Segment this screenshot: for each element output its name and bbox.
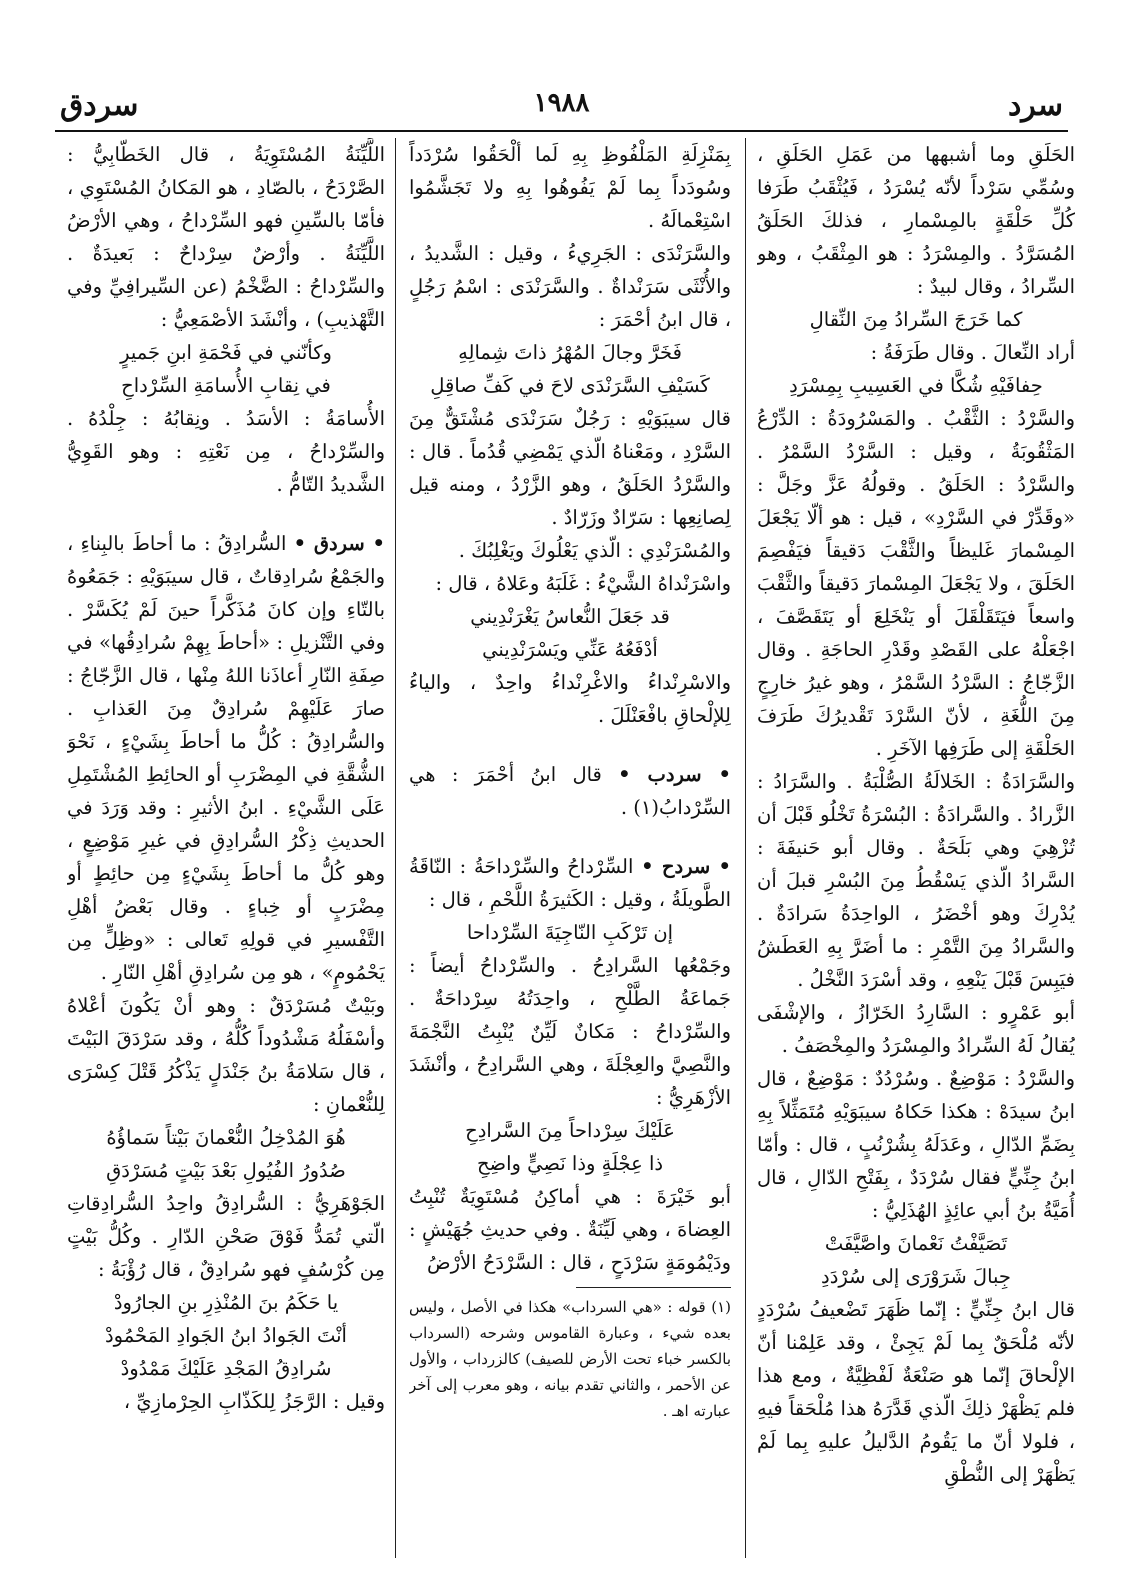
text: صُدُورُ الفُيُولِ بَعْدَ بَيْتٍ مُسَرْدَقِ [106,1159,346,1182]
verse-line [757,369,1075,402]
page-header [60,88,1063,128]
text: أبو عَمْرٍو : السَّارِدُ الخَرّازُ ، والإشْفَى يُقالُ لَهُ السِّرادُ والمِسْرَدُ والمِخْصَفُ . [757,1001,1075,1057]
text: هُوَ المُدْخِلُ النُّعْمانَ بَيْتاً سَماؤُهُ [106,1126,346,1149]
verse-line [67,1286,385,1319]
paragraph [757,1293,1075,1491]
verse-line [409,633,731,666]
text: تَصَيَّفْتُ نَعْمانَ واصَّيَّفَتْ [824,1232,1008,1255]
text: وجَمْعُها السَّرادِحُ . والسِّرْداحُ أيضاً : جَماعَةُ الطَّلْحِ ، واحِدَتُهُ سِرْداحَةٌ . والسِّرْداحُ : مَكانٌ لَيِّنٌ يُنْبِتُ النَّجْمَةَ والنَّصِيَّ والعِجْلَةَ ، وهي السَّرادِحُ ، وأنْشَدَ الأزْهَرِيُّ : [409,954,731,1109]
text: والسَّرْدُ : مَوْضِعٌ . وسُرْدُدٌ : مَوْضِعٌ ، قال ابنُ سيدَهْ : هكذا حَكاهُ سيبَوَيْهِ مُتَمَثِّلاً بِهِ بِضَمِّ الدّالِ ، وعَدَلَهُ بِشُرْنُبٍ ، قال : وأمّا ابنُ جِنِّيٍّ فقال سُرْدَدٌ ، بِفَتْحِ الدّالِ ، قال أُمَيَّةُ بنُ أبي عائِذٍ الهُذَلِيُّ : [757,1067,1075,1222]
paragraph [757,996,1075,1062]
verse-line [757,1260,1075,1293]
text: السُّرادِقُ : ما أحاطَ بالبِناءِ ، والجَمْعُ سُرادِقاتٌ ، قال سيبَوَيْهِ : جَمَعُوهُ بالتّاءِ وإن كانَ مُذَكَّراً حينَ لَمْ يُكَسَّرْ . وفي التَّنْزيلِ : «أحاطَ بِهِمْ سُرادِقُها» في صِفَةِ النّارِ أعاذَنا اللهُ مِنْها ، قال الزَّجّاجُ : صارَ عَلَيْهِمْ سُرادِقٌ مِنَ العَذابِ . والسُّرادِقُ : كُلُّ ما أحاطَ بِشَيْءٍ ، نَحْوَ الشُّقَّةِ في المِضْرَبِ أو الحائِطِ المُشْتَمِلِ عَلَى الشَّيْءِ . ابنُ الأثيرِ : وقد وَرَدَ في الحديثِ ذِكْرُ السُّرادِقِ في غيرِ مَوْضِعٍ ، وهو كُلُّ ما أحاطَ بِشَيْءٍ مِن حائِطٍ أو مِضْرَبٍ أو خِباءٍ . وقال بَعْضُ أهْلِ التَّفْسيرِ في قولِهِ تَعالى : «وظِلٍّ مِن يَحْمُومٍ» ، هو مِن سُرادِقِ أهْلِ النّارِ . [67,532,385,984]
text: أنْتَ الجَوادُ ابنُ الجَوادِ المَحْمُودْ [105,1324,347,1347]
header-rule [55,130,1068,132]
headword: • سردق • [293,532,385,555]
paragraph [757,1062,1075,1227]
column-divider-right [745,138,746,1558]
paragraph [67,1385,385,1418]
paragraph [757,765,1075,996]
text: يا حَكَمُ بنَ المُنْذِرِ بنِ الجارُودْ [113,1291,339,1314]
paragraph [67,1187,385,1286]
paragraph [757,336,1075,369]
text: جِبالَ شَرَوْرَى إلى سُرْدَدِ [821,1265,1011,1288]
text: وقيل : الرَّجَزُ لِلكَذّابِ الحِرْمازِيِّ ، [123,1390,385,1413]
text: في نِقابِ الأُسامَةِ السِّرْداحِ [121,374,331,397]
verse-line [409,336,731,369]
paragraph [409,1180,731,1279]
paragraph [409,567,731,600]
text: الحَلَقِ وما أشبهها من عَمَلِ الحَلَقِ ، وسُمِّي سَرْداً لأنّه يُسْرَدُ ، فَيُثْقَبُ طَرَفا كُلِّ حَلْقَةٍ بالمِسْمارِ ، فذلكَ الحَلَقُ المُسَرَّدُ . والمِسْرَدُ : هو المِثْقَبُ ، وهو السِّرادُ ، وقال لبيدٌ : [757,143,1075,298]
paragraph [67,402,385,501]
paragraph [409,534,731,567]
page-number: ١٩٨٨ [533,88,590,118]
text: فَخَرَّ وجالَ المُهْرُ ذاتَ شِمالِهِ [458,341,682,364]
text: أدْفَعُهُ عَنِّي ويَسْرَنْدِيني [482,638,658,661]
column-right [757,138,1075,1558]
headword: • سردب • [618,763,731,786]
entry-paragraph [67,527,385,989]
verse-line [409,1147,731,1180]
header-left-word: سردق [60,88,139,123]
entry-paragraph [409,758,731,824]
verse-line [67,1121,385,1154]
verse-line [409,369,731,402]
text: والسَّرَنْدَى : الجَرِيءُ ، وقيل : الشَّديدُ ، والأُنْثَى سَرَنْداةٌ . والسَّرَنْدَى : اسْمُ رَجُلٍ ، قال ابنُ أحْمَرَ : [409,242,731,331]
text: الجَوْهَرِيُّ : السُّرادِقُ واحِدُ السُّرادِقاتِ الّتي تُمَدُّ فَوْقَ صَحْنِ الدّارِ . وكُلُّ بَيْتٍ مِن كُرْسُفٍ فهو سُرادِقٌ ، قال رُؤْبَةُ : [67,1192,385,1281]
footnote: (١) قوله : «هي السرداب» هكذا في الأصل ، وليس بعده شيء ، وعبارة القاموس وشرحه (السرداب بالكسر خباء تحت الأرض للصيف) كالزرداب ، والأول عن الأحمر ، والثاني تقدم بيانه ، وهو معرب إلى آخر عبارته اهـ . [409,1298,731,1420]
text: كَسَيْفِ السَّرَنْدَى لاحَ في كَفِّ صاقِلِ [430,374,710,397]
header-right-word: سرد [1007,88,1063,123]
text: أراد النِّعالَ . وقال طَرَفَةُ : [870,341,1075,364]
column-middle [409,138,731,1558]
footnote-rule [576,1287,731,1288]
text: كما خَرَجَ السِّرادُ مِنَ النِّقالِ [809,308,1023,331]
paragraph [67,989,385,1121]
paragraph [409,237,731,336]
text: عَلَيْكَ سِرْداحاً مِنَ السَّرادِحِ [465,1119,675,1142]
paragraph [409,138,731,237]
text: قال ابنُ أحْمَرَ : هي السِّرْدابُ(١) . [409,763,731,819]
paragraph [409,949,731,1114]
paragraph [757,402,1075,765]
text: والسَّرَادَةُ : الخَلالَةُ الصُّلْبَةُ . والسَّرَادُ : الزَّرادُ . والسَّرادَةُ : البُسْرَةُ تَخْلُو قَبْلَ أن تُزْهِيَ وهي بَلَحَةٌ . وقال أبو حَنيفَةَ : السَّرادُ الّذي يَسْقُطُ مِنَ البُسْرِ قبلَ أن يُدْرِكَ وهو أخْضَرُ ، الواحِدَةُ سَرادَةٌ . والسَّرادُ مِنَ التَّمْرِ : ما أضَرَّ بِهِ العَطَشُ فيَبِسَ قَبْلَ يَنْعِهِ ، وقد أسْرَدَ النَّخْلُ . [757,770,1075,991]
verse-line [409,600,731,633]
text: اللَّيِّنَةُ المُسْتَوِيَةُ ، قال الخَطّابِيُّ : الصَّرْدَحُ ، بالصّادِ ، هو المَكانُ المُسْتَوِي ، فأمّا بالسِّينِ فهو السِّرْداحُ ، وهي الأرْضُ اللَّيِّنَةُ . وأرْضٌ سِرْداحٌ : بَعيدَةٌ . والسِّرْداحُ : الضَّخْمُ (عن السِّيرافِيِّ وفي التَّهْذيبِ) ، وأنْشَدَ الأصْمَعِيُّ : [67,143,385,331]
paragraph [757,138,1075,303]
text: واسْرَنْداهُ الشَّيْءُ : غَلَبَهُ وعَلاهُ ، قال : [435,572,731,595]
verse-line [67,336,385,369]
verse-line [67,1154,385,1187]
paragraph [67,138,385,336]
text: والسَّرْدُ : الثَّقْبُ . والمَسْرُودَةُ : الدِّرْعُ المَثْقُوبَةُ ، وقيل : السَّرْدُ السَّمْرُ . والسَّرْدُ : الحَلَقُ . وقولُهُ عَزَّ وجَلَّ : «وقَدِّرْ في السَّرْدِ» ، قيل : هو ألّا يَجْعَلَ المِسْمارَ غَليظاً والثَّقْبَ دَقيقاً فيَفْصِمَ الحَلَقَ ، ولا يَجْعَلَ المِسْمارَ دَقيقاً والثَّقْبَ واسعاً فيَتَقَلْقَلَ أو يَنْخَلِعَ أو يَتَقَصَّفَ ، اجْعَلْهُ على القَصْدِ وقَدْرِ الحاجَةِ . وقال الزَّجّاجُ : السَّرْدُ السَّمْرُ ، وهو غيرُ خارِجٍ مِنَ اللُّغَةِ ، لأنّ السَّرْدَ تَقْديرُكَ طَرَفَ الحَلْقَةِ إلى طَرَفِها الآخَرِ . [757,407,1075,760]
verse-line [757,303,1075,336]
verse-line [67,1352,385,1385]
text: بِمَنْزِلَةِ المَلْفُوظِ بِهِ لَما ألْحَقُوا سُرْدَداً وسُودَداً بِما لَمْ يَفُوهُوا بِهِ ولا تَجَشَّمُوا اسْتِعْمالَهُ . [409,143,731,232]
verse-line [757,1227,1075,1260]
column-divider-left [395,138,396,1558]
verse-line [409,916,731,949]
text: إن تَرْكَبِ النّاجِيَةَ السِّرْداحا [466,921,674,944]
headword: • سردح • [641,855,731,878]
text: قد جَعَلَ النُّعاسُ يَغْرَنْدِيني [470,605,670,628]
text: والاسْرِنْداءُ والاغْرِنْداءُ واحِدٌ ، والياءُ لِلإلْحاقِ بافْعَنْلَلَ . [409,671,731,727]
paragraph [409,402,731,534]
text: الأُسامَةُ : الأسَدُ . ونِقابُهُ : جِلْدُهُ . والسِّرْداحُ ، مِن نَعْتِهِ : وهو القَوِيُّ الشَّديدُ التّامُّ . [67,407,385,496]
text: حِفافَيْهِ شُكَّا في العَسِيبِ بِمِسْرَدِ [789,374,1043,397]
text: قال سيبَوَيْهِ : رَجُلٌ سَرَنْدَى مُشْتَقٌّ مِنَ السَّرْدِ ، ومَعْناهُ الّذي يَمْضِي قُدُماً . قال : والسَّرْدُ الحَلَقُ ، وهو الزَّرْدُ ، ومنه قيل لِصانِعِها : سَرّادٌ وزَرّادٌ . [409,407,731,529]
verse-line [67,1319,385,1352]
text: أبو خَيْرَةَ : هي أماكِنُ مُسْتَوِيَةٌ تُنْبِتُ العِضاهَ ، وهي لَيِّنَةٌ . وفي حديثِ جُهَيْشٍ : ودَيْمُومَةٍ سَرْدَحٍ ، قال : السَّرْدَحُ الأرْضُ [409,1185,731,1274]
verse-line [67,369,385,402]
text: وكأنّني في فَحْمَةِ ابنِ جَميرٍ [120,341,332,364]
text: والمُسْرَنْدِي : الّذي يَعْلُوكَ ويَغْلِبُكَ . [458,539,731,562]
text: قال ابنُ جِنِّيٍّ : إنّما ظَهَرَ تَضْعيفُ سُرْدَدٍ لأنّه مُلْحَقٌ بِما لَمْ يَجِئْ ، وقد عَلِمْنا أنّ الإلْحاقَ إنّما هو صَنْعَةٌ لَفْظِيَّةٌ ، ومع هذا فلم يَظْهَرْ ذلِكَ الّذي قَدَّرَهُ هذا مُلْحَقاً فيهِ ، فلولا أنّ ما يَقُومُ الدَّليلُ عليهِ بِما لَمْ يَظْهَرْ إلى النُّطْقِ [757,1298,1075,1486]
entry-paragraph [409,850,731,916]
paragraph [409,666,731,732]
text: وبَيْتٌ مُسَرْدَقٌ : وهو أنْ يَكُونَ أعْلاهُ وأسْفَلُهُ مَشْدُوداً كُلُّهُ ، وقد سَرْدَقَ البَيْتَ ، قال سَلامَةُ بنُ جَنْدَلٍ يَذْكُرُ قَتْلَ كِسْرَى لِلنُّعْمانِ : [67,994,385,1116]
text: سُرادِقُ المَجْدِ عَلَيْكَ مَمْدُودْ [120,1357,332,1380]
verse-line [409,1114,731,1147]
column-left [67,138,385,1558]
text: ذا عِجْلَةٍ وذا نَصِيٍّ واضِحِ [476,1152,664,1175]
text: السِّرْداحُ والسِّرْداحَةُ : النّاقَةُ الطَّويلَةُ ، وقيل : الكَثيرَةُ اللَّحْمِ ، قال : [409,855,731,911]
